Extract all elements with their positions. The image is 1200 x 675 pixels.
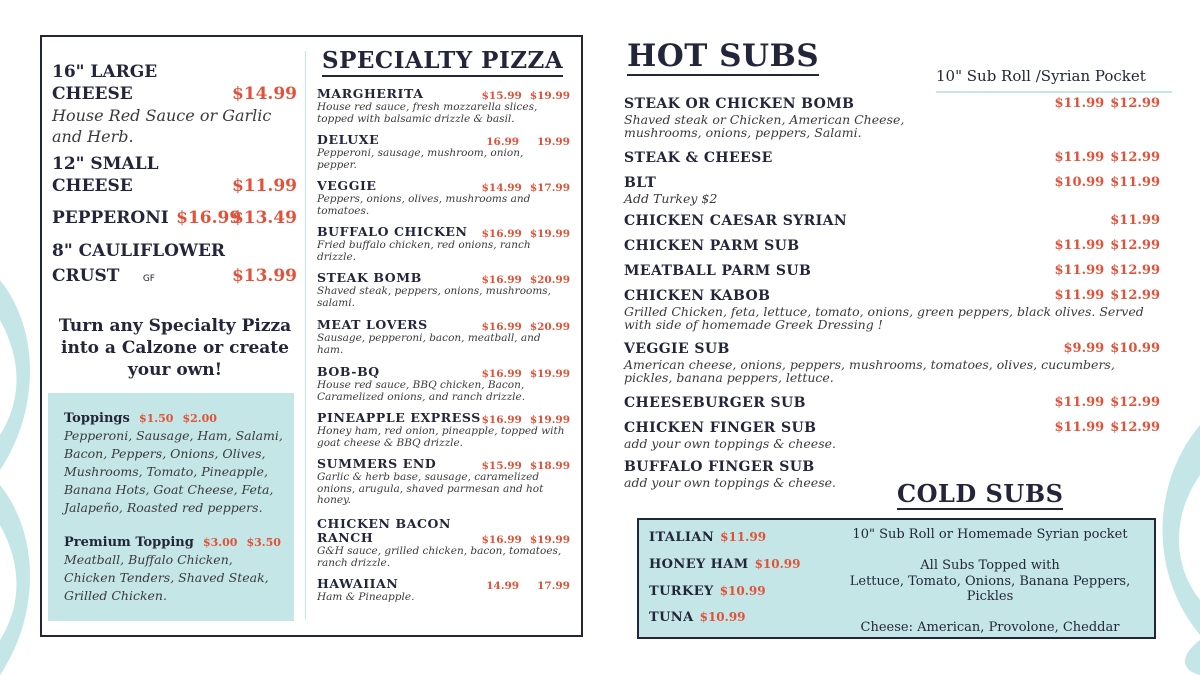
item-name: CHICKEN CAESAR SYRIAN [624, 213, 848, 229]
pizza-name-line2: CHEESE [52, 176, 133, 196]
cold-roll-note: 10" Sub Roll or Homemade Syrian pocket [852, 527, 1128, 542]
price-large: $12.99 [1110, 420, 1160, 435]
item-price: $10.99 [719, 584, 766, 598]
left-teal-ornament [0, 270, 42, 675]
specialty-item [317, 577, 572, 604]
item-description: Pepperoni, sausage, mushroom, onion, pepper. [317, 147, 524, 171]
item-name: STEAK & CHEESE [624, 150, 773, 166]
calzone-note: Turn any Specialty Pizza into a Calzone or create your own! [58, 316, 292, 380]
toppings-box [48, 393, 294, 621]
price-small: 16.99 [486, 136, 520, 148]
item-description: American cheese, onions, peppers, mushrooms, tomatoes, olives, cucumbers, pickles, banana peppers, lettuce. [624, 357, 1115, 385]
item-description: add your own toppings & cheese. [624, 436, 836, 451]
cold-sub-item [649, 530, 766, 545]
price-large: $12.99 [1110, 238, 1160, 253]
price-large: 17.99 [537, 580, 570, 592]
pizza-name-line1: 12" SMALL [52, 154, 159, 174]
hot-sub-item [624, 341, 1160, 384]
hot-sub-item [624, 288, 1160, 331]
roll-note-underline [936, 91, 1172, 93]
toppings-label: Toppings [64, 411, 130, 426]
price-large: $10.99 [1110, 341, 1160, 356]
premium-topping-price-small: $3.00 [202, 536, 238, 549]
pizza-panel [40, 35, 583, 637]
pizza-12-small [52, 153, 297, 197]
item-description: Sausage, pepperoni, bacon, meatball, and ham. [317, 332, 541, 356]
price-large: $19.99 [529, 414, 570, 426]
item-name: STEAK BOMB [317, 270, 422, 285]
hot-sub-item [624, 96, 1160, 139]
price-large: $19.99 [529, 228, 570, 240]
item-name: PINEAPPLE EXPRESS [317, 410, 481, 425]
price-small: $16.99 [481, 321, 522, 333]
price-large: $12.99 [1110, 395, 1160, 410]
price-large: $12.99 [1110, 96, 1160, 111]
specialty-item [317, 457, 572, 507]
price-large: $19.99 [529, 534, 570, 546]
item-name: CHICKEN PARM SUB [624, 238, 800, 254]
item-price: $10.99 [754, 557, 801, 571]
price-large: $11.99 [1110, 213, 1160, 228]
price-small: $16.99 [481, 368, 522, 380]
item-name: CHICKEN FINGER SUB [624, 420, 817, 436]
hot-sub-item [624, 459, 884, 489]
price-large: $18.99 [529, 460, 570, 472]
price-small: $11.99 [1054, 150, 1105, 165]
price-large: $19.99 [529, 90, 570, 102]
item-name: BUFFALO CHICKEN [317, 224, 468, 239]
price-small: $11.99 [1054, 96, 1105, 111]
specialty-item [317, 318, 572, 356]
hot-sub-item [624, 420, 1160, 450]
premium-topping-label: Premium Topping [64, 535, 194, 550]
price-small: $11.99 [1054, 288, 1105, 303]
pizza-name-line2: CHEESE [52, 84, 133, 104]
price-large: $17.99 [529, 182, 570, 194]
item-name: HONEY HAM [649, 557, 749, 572]
item-description: Fried buffalo chicken, red onions, ranch drizzle. [317, 239, 531, 263]
price-small: $16.99 [481, 534, 522, 546]
toppings-header [64, 407, 284, 426]
item-name: SUMMERS END [317, 456, 437, 471]
hot-sub-item [624, 238, 1160, 255]
price-small: $11.99 [1054, 395, 1105, 410]
item-description: Shaved steak or Chicken, American Cheese, mushrooms, onions, peppers, Salami. [624, 112, 905, 140]
item-name: VEGGIE [317, 178, 377, 193]
hot-sub-item [624, 150, 1160, 167]
price-large: $19.99 [529, 368, 570, 380]
item-name: HAWAIIAN [317, 576, 399, 591]
gluten-free-tag: GF [142, 274, 155, 284]
pizza-16-large [52, 61, 297, 147]
item-name: BLT [624, 175, 657, 191]
toppings-list: Pepperoni, Sausage, Ham, Salami, Bacon, Peppers, Onions, Olives, Mushrooms, Tomato, Pineapple, Banana Hots, Goat Cheese, Feta, Jalapeño, Roasted red peppers. [64, 428, 283, 515]
price-small: $14.99 [481, 182, 522, 194]
specialty-item [317, 225, 572, 263]
item-name: DELUXE [317, 132, 380, 147]
price-small: $11.99 [1054, 420, 1105, 435]
hot-sub-item [624, 395, 1160, 412]
cold-topped-line2: Lettuce, Tomato, Onions, Banana Peppers, Pickles [849, 574, 1131, 604]
pizza-pepperoni [52, 207, 297, 229]
pizza-description: House Red Sauce or Garlic and Herb. [52, 106, 272, 146]
price-large: $20.99 [529, 274, 570, 286]
price-small: $10.99 [1054, 175, 1105, 190]
pizza-name-line2: CRUST [52, 266, 120, 286]
pizza-name-line1: 16" LARGE [52, 62, 158, 82]
item-description: House red sauce, fresh mozzarella slices, topped with balsamic drizzle & basil. [317, 101, 538, 125]
price-small: $9.99 [1063, 341, 1105, 356]
specialty-item [317, 517, 572, 569]
pizza-price: $13.99 [231, 266, 297, 286]
price-large: $12.99 [1110, 288, 1160, 303]
pizza-price: $14.99 [231, 84, 297, 104]
item-name: TUNA [649, 610, 694, 625]
item-name: STEAK OR CHICKEN BOMB [624, 96, 855, 112]
item-description: Garlic & herb base, sausage, caramelized onions, arugula, shaved parmesan and hot honey. [317, 471, 544, 506]
specialty-item [317, 87, 572, 125]
toppings-price-small: $1.50 [138, 412, 174, 425]
specialty-item [317, 365, 572, 403]
column-divider [305, 51, 306, 619]
price-small: $11.99 [1054, 238, 1105, 253]
item-price: $10.99 [699, 610, 746, 624]
specialty-item [317, 179, 572, 217]
pizza-name-line1: 8" CAULIFLOWER [52, 241, 226, 261]
price-small: 14.99 [486, 580, 520, 592]
hot-sub-item [624, 213, 1160, 230]
item-price: $11.99 [720, 530, 767, 544]
pizza-cauliflower-crust [52, 239, 297, 292]
item-name: CHICKEN KABOB [624, 288, 771, 304]
cold-subs-title: COLD SUBS [897, 479, 1064, 508]
item-description: Peppers, onions, olives, mushrooms and tomatoes. [317, 193, 531, 217]
cold-sub-item [649, 557, 801, 572]
price-small: $15.99 [481, 90, 522, 102]
item-name: CHEESEBURGER SUB [624, 395, 806, 411]
hot-subs-roll-note: 10" Sub Roll /Syrian Pocket [936, 67, 1146, 85]
pizza-price-large: $16.99 [176, 208, 242, 228]
item-description: Shaved steak, peppers, onions, mushrooms, salami. [317, 285, 552, 309]
cold-subs-box [637, 518, 1156, 639]
price-small: $16.99 [481, 274, 522, 286]
hot-subs-title: HOT SUBS [627, 38, 820, 74]
price-small: $16.99 [481, 414, 522, 426]
hot-sub-item [624, 175, 1160, 205]
specialty-item [317, 133, 572, 171]
price-large: $11.99 [1110, 175, 1160, 190]
price-large: $12.99 [1110, 150, 1160, 165]
toppings-price-large: $2.00 [182, 412, 217, 425]
item-name: MEATBALL PARM SUB [624, 263, 812, 279]
item-description: add your own toppings & cheese. [624, 475, 836, 490]
price-small: $15.99 [481, 460, 522, 472]
right-teal-ornament [1150, 425, 1200, 675]
item-description: Add Turkey $2 [624, 191, 718, 206]
premium-topping-list: Meatball, Buffalo Chicken, Chicken Tenders, Shaved Steak, Grilled Chicken. [64, 552, 269, 603]
item-name: TURKEY [649, 584, 714, 599]
item-name: CHICKEN BACON RANCH [317, 516, 452, 545]
cold-sub-item [649, 610, 746, 625]
item-name: MARGHERITA [317, 86, 424, 101]
price-large: 19.99 [537, 136, 570, 148]
item-name: VEGGIE SUB [624, 341, 730, 357]
cold-sub-item [649, 584, 766, 599]
cold-topped-line1: All Subs Topped with [920, 558, 1060, 573]
item-description: Grilled Chicken, feta, lettuce, tomato, onions, green peppers, black olives. Served with side of homemade Greek Dressing ! [624, 304, 1144, 332]
price-large: $12.99 [1110, 263, 1160, 278]
item-description: G&H sauce, grilled chicken, bacon, tomatoes, ranch drizzle. [317, 545, 562, 569]
premium-topping-header [64, 531, 284, 550]
item-name: BOB-BQ [317, 364, 380, 379]
specialty-item [317, 271, 572, 309]
item-name: BUFFALO FINGER SUB [624, 459, 815, 475]
price-small: $11.99 [1054, 263, 1105, 278]
hot-sub-item [624, 263, 1160, 280]
premium-topping-price-large: $3.50 [246, 536, 281, 549]
price-large: $20.99 [529, 321, 570, 333]
pizza-name: PEPPERONI [52, 208, 169, 228]
cold-cheese-note: Cheese: American, Provolone, Cheddar [860, 620, 1120, 635]
item-name: MEAT LOVERS [317, 317, 428, 332]
item-description: House red sauce, BBQ chicken, Bacon, Caramelized onions, and ranch drizzle. [317, 379, 526, 403]
pizza-price-small: $13.49 [231, 208, 297, 228]
item-description: Ham & Pineapple. [317, 591, 415, 603]
pizza-price: $11.99 [231, 176, 297, 196]
item-description: Honey ham, red onion, pineapple, topped with goat cheese & BBQ drizzle. [317, 425, 565, 449]
specialty-item [317, 411, 572, 449]
item-name: ITALIAN [649, 530, 715, 545]
price-small: $16.99 [481, 228, 522, 240]
specialty-pizza-title: SPECIALTY PIZZA [322, 47, 563, 77]
